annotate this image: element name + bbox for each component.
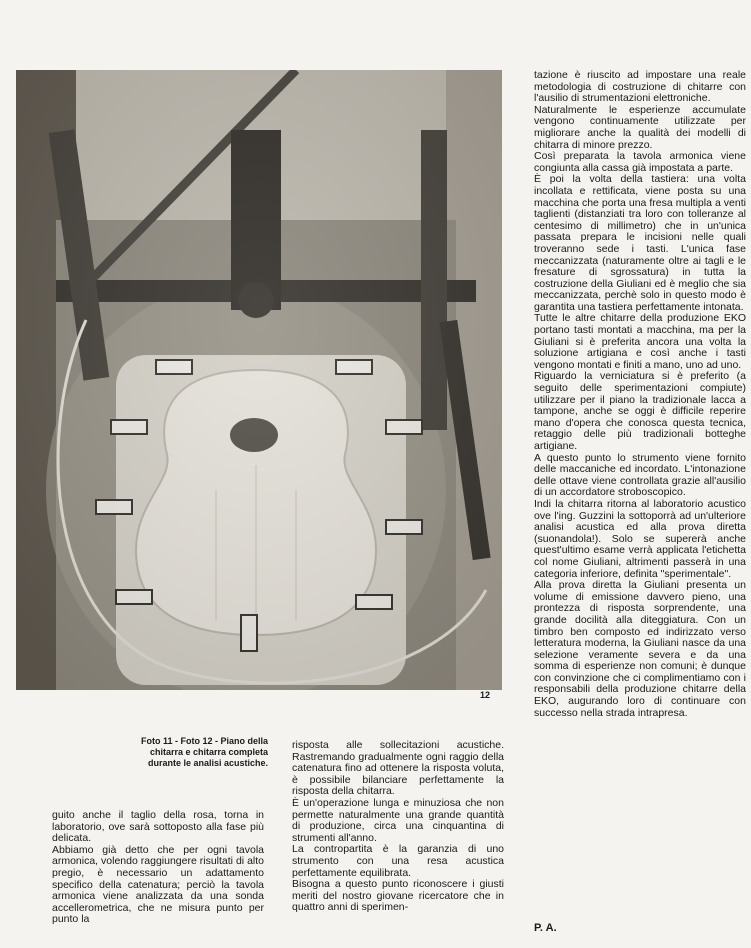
paragraph: Alla prova diretta la Giuliani presenta un volume di emissione davvero pieno, una prontezza di risposta sorprendente, una grande docilità alla diteggiatura. Con un timbro ben composto ed indirizzato verso letteratura moderna, la Giuliani nasce da una selezione veramente severa e da una somma di esperienze non comuni; è dunque con convinzione che ci complimentiamo con i responsabili della produzione chitarre della EKO, augurando loro di continuare con successo nella strada intrapresa. [534, 579, 746, 719]
author-signature: P. A. [534, 922, 557, 934]
text-column-left [52, 810, 264, 926]
paragraph: Così preparata la tavola armonica viene congiunta alla cassa già impostata a parte. [534, 150, 746, 174]
photo-caption: Foto 11 - Foto 12 - Piano della chitarra e chitarra completa durante le analisi acustiche. [140, 736, 268, 768]
photo-number: 12 [480, 690, 491, 700]
paragraph: È un'operazione lunga e minuziosa che non permette naturalmente una grande quantità di produzione, circa una cinquantina di strumenti all'anno. [292, 796, 504, 844]
paragraph: Indi la chitarra ritorna al laboratorio acustico ove l'ing. Guzzini la sottoporrà ad un'ulteriore analisi acustica ed alla prova diretta (suonandola!). Solo se supererà anche quest'ultimo esame verrà applicata l'etichetta col nome Giuliani, altrimenti passerà in una categoria inferiore, definita "sperimentale". [534, 497, 746, 580]
guitar-test-rig-photo [16, 70, 502, 690]
paragraph: Riguardo la verniciatura si è preferito (a seguito delle sperimentazioni compiute) utilizzare per il piano la tradizionale lacca a tampone, anche se oggi è difficile reperire mano d'opera che conosca questa tecnica, retaggio delle più tradizionali botteghe artigiane. [534, 370, 746, 452]
text-column-middle [292, 740, 504, 914]
paragraph: guito anche il taglio della rosa, torna in laboratorio, ove sarà sottoposto alla fase più delicata. [52, 809, 264, 845]
paragraph: È poi la volta della tastiera: una volta incollata e rettificata, viene posta su una macchina che porta una fresa multipla a venti taglienti (distanziati tra loro con tolleranze al centesimo di millimetro) che in un'unica passata prepara le incisioni nelle quali troveranno sede i tasti. L'unica fase meccanizzata (naturamente oltre ai tagli e le fresature di sgrossatura) in tutta la costruzione della Giuliani ed è meglio che sia meccanizzata, perchè solo in questo modo è garantita una tastiera perfettamente intonata. [534, 173, 746, 313]
paragraph: risposta alle sollecitazioni acustiche. Rastremando gradualmente ogni raggio della catenatura fino ad ottenere la risposta voluta, è possibile bilanciare perfettamente la risposta della chitarra. [292, 739, 504, 798]
paragraph: La contropartita è la garanzia di uno strumento con una resa acustica perfettamente equilibrata. [292, 843, 504, 879]
text-column-right [534, 70, 746, 719]
paragraph: Bisogna a questo punto riconoscere i giusti meriti del nostro giovane ricercatore che in quattro anni di sperimen- [292, 878, 504, 914]
paragraph: Tutte le altre chitarre della produzione EKO portano tasti montati a macchina, ma per la Giuliani si è preferita ancora una volta la soluzione artigiana e così anche i tasti vengono montati e finiti a mano, uno ad uno. [534, 312, 746, 371]
paragraph: tazione è riuscito ad impostare una reale metodologia di costruzione di chitarre con l'ausilio di strumentazioni elettroniche. [534, 69, 746, 105]
paragraph: Naturalmente le esperienze accumulate vengono continuamente utilizzate per migliorare anche la qualità dei modelli di chitarra di minore prezzo. [534, 103, 746, 151]
paragraph: Abbiamo già detto che per ogni tavola armonica, volendo raggiungere risultati di alto pregio, è necessario un adattamento specifico della catenatura; perciò la tavola armonica viene analizzata da una sonda accellerometrica, che ne misura punto per punto la [52, 843, 264, 926]
paragraph: A questo punto lo strumento viene fornito delle maccaniche ed incordato. L'intonazione delle ottave viene controllata grazie all'ausilio di un accordatore stroboscopico. [534, 451, 746, 499]
